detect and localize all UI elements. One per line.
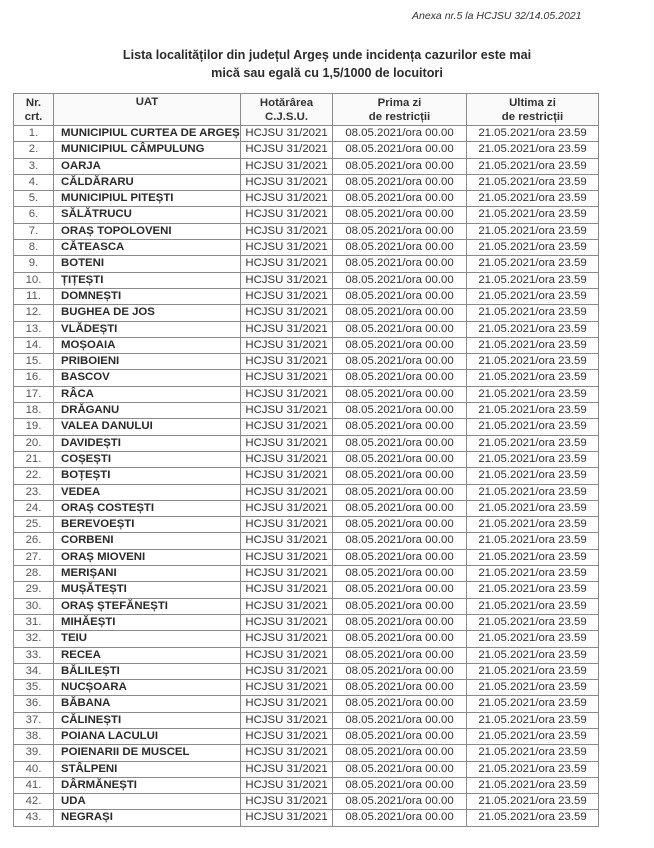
row-number: 38. [14, 728, 54, 744]
table-row [14, 647, 599, 663]
row-number: 26. [14, 533, 54, 549]
uat-name: MUNICIPIUL CURTEA DE ARGEȘ [54, 126, 241, 142]
row-number: 8. [14, 240, 54, 256]
hotarare-ref: HCJSU 31/2021 [241, 761, 333, 777]
hotarare-ref: HCJSU 31/2021 [241, 207, 333, 223]
table-row [14, 696, 599, 712]
table-row [14, 500, 599, 516]
hotarare-ref: HCJSU 31/2021 [241, 777, 333, 793]
first-restriction-day: 08.05.2021/ora 00.00 [333, 631, 467, 647]
uat-name: OARJA [54, 158, 241, 174]
first-restriction-day: 08.05.2021/ora 00.00 [333, 500, 467, 516]
last-restriction-day: 21.05.2021/ora 23.59 [467, 419, 599, 435]
uat-name: CORBENI [54, 533, 241, 549]
last-restriction-day: 21.05.2021/ora 23.59 [467, 191, 599, 207]
first-restriction-day: 08.05.2021/ora 00.00 [333, 174, 467, 190]
hotarare-ref: HCJSU 31/2021 [241, 517, 333, 533]
table-row [14, 745, 599, 761]
last-restriction-day: 21.05.2021/ora 23.59 [467, 631, 599, 647]
table-row [14, 794, 599, 810]
last-restriction-day: 21.05.2021/ora 23.59 [467, 598, 599, 614]
row-number: 21. [14, 451, 54, 467]
row-number: 24. [14, 500, 54, 516]
hotarare-ref: HCJSU 31/2021 [241, 435, 333, 451]
hotarare-ref: HCJSU 31/2021 [241, 712, 333, 728]
hotarare-ref: HCJSU 31/2021 [241, 631, 333, 647]
table-row [14, 288, 599, 304]
first-restriction-day: 08.05.2021/ora 00.00 [333, 680, 467, 696]
first-restriction-day: 08.05.2021/ora 00.00 [333, 598, 467, 614]
row-number: 17. [14, 386, 54, 402]
hotarare-ref: HCJSU 31/2021 [241, 614, 333, 630]
uat-name: RECEA [54, 647, 241, 663]
row-number: 4. [14, 174, 54, 190]
last-restriction-day: 21.05.2021/ora 23.59 [467, 614, 599, 630]
hotarare-ref: HCJSU 31/2021 [241, 696, 333, 712]
last-restriction-day: 21.05.2021/ora 23.59 [467, 321, 599, 337]
row-number: 27. [14, 549, 54, 565]
first-restriction-day: 08.05.2021/ora 00.00 [333, 614, 467, 630]
row-number: 18. [14, 403, 54, 419]
last-restriction-day: 21.05.2021/ora 23.59 [467, 337, 599, 353]
last-restriction-day: 21.05.2021/ora 23.59 [467, 761, 599, 777]
hotarare-ref: HCJSU 31/2021 [241, 582, 333, 598]
row-number: 40. [14, 761, 54, 777]
hotarare-ref: HCJSU 31/2021 [241, 566, 333, 582]
hotarare-ref: HCJSU 31/2021 [241, 533, 333, 549]
row-number: 29. [14, 582, 54, 598]
first-restriction-day: 08.05.2021/ora 00.00 [333, 272, 467, 288]
document-title [0, 46, 654, 82]
uat-name: VALEA DANULUI [54, 419, 241, 435]
uat-name: POIANA LACULUI [54, 728, 241, 744]
row-number: 2. [14, 142, 54, 158]
header-hotararea: Hotărârea C.J.S.U. [241, 94, 333, 126]
uat-name: TEIU [54, 631, 241, 647]
row-number: 1. [14, 126, 54, 142]
row-number: 43. [14, 810, 54, 826]
first-restriction-day: 08.05.2021/ora 00.00 [333, 533, 467, 549]
table-row [14, 631, 599, 647]
last-restriction-day: 21.05.2021/ora 23.59 [467, 305, 599, 321]
uat-name: BEREVOEȘTI [54, 517, 241, 533]
row-number: 32. [14, 631, 54, 647]
uat-name: DÂRMĂNEȘTI [54, 777, 241, 793]
first-restriction-day: 08.05.2021/ora 00.00 [333, 386, 467, 402]
first-restriction-day: 08.05.2021/ora 00.00 [333, 745, 467, 761]
last-restriction-day: 21.05.2021/ora 23.59 [467, 272, 599, 288]
table-row [14, 712, 599, 728]
first-restriction-day: 08.05.2021/ora 00.00 [333, 435, 467, 451]
uat-name: CĂLINEȘTI [54, 712, 241, 728]
hotarare-ref: HCJSU 31/2021 [241, 191, 333, 207]
row-number: 9. [14, 256, 54, 272]
last-restriction-day: 21.05.2021/ora 23.59 [467, 370, 599, 386]
uat-name: BUGHEA DE JOS [54, 305, 241, 321]
uat-name: POIENARII DE MUSCEL [54, 745, 241, 761]
last-restriction-day: 21.05.2021/ora 23.59 [467, 647, 599, 663]
table-row [14, 174, 599, 190]
first-restriction-day: 08.05.2021/ora 00.00 [333, 419, 467, 435]
uat-name: COȘEȘTI [54, 451, 241, 467]
row-number: 35. [14, 680, 54, 696]
last-restriction-day: 21.05.2021/ora 23.59 [467, 794, 599, 810]
hotarare-ref: HCJSU 31/2021 [241, 354, 333, 370]
table-row [14, 680, 599, 696]
last-restriction-day: 21.05.2021/ora 23.59 [467, 810, 599, 826]
hotarare-ref: HCJSU 31/2021 [241, 451, 333, 467]
row-number: 31. [14, 614, 54, 630]
hotarare-ref: HCJSU 31/2021 [241, 403, 333, 419]
row-number: 36. [14, 696, 54, 712]
uat-name: ORAȘ ȘTEFĂNEȘTI [54, 598, 241, 614]
row-number: 10. [14, 272, 54, 288]
first-restriction-day: 08.05.2021/ora 00.00 [333, 566, 467, 582]
last-restriction-day: 21.05.2021/ora 23.59 [467, 451, 599, 467]
uat-name: ORAȘ TOPOLOVENI [54, 223, 241, 239]
hotarare-ref: HCJSU 31/2021 [241, 647, 333, 663]
uat-name: CĂLDĂRARU [54, 174, 241, 190]
uat-name: VEDEA [54, 484, 241, 500]
row-number: 42. [14, 794, 54, 810]
last-restriction-day: 21.05.2021/ora 23.59 [467, 256, 599, 272]
uat-name: NEGRAȘI [54, 810, 241, 826]
uat-name: CĂTEASCA [54, 240, 241, 256]
first-restriction-day: 08.05.2021/ora 00.00 [333, 223, 467, 239]
hotarare-ref: HCJSU 31/2021 [241, 223, 333, 239]
last-restriction-day: 21.05.2021/ora 23.59 [467, 582, 599, 598]
first-restriction-day: 08.05.2021/ora 00.00 [333, 256, 467, 272]
last-restriction-day: 21.05.2021/ora 23.59 [467, 712, 599, 728]
last-restriction-day: 21.05.2021/ora 23.59 [467, 777, 599, 793]
table-header-row [14, 94, 599, 126]
first-restriction-day: 08.05.2021/ora 00.00 [333, 582, 467, 598]
last-restriction-day: 21.05.2021/ora 23.59 [467, 566, 599, 582]
table-row [14, 386, 599, 402]
uat-name: STÂLPENI [54, 761, 241, 777]
table-row [14, 582, 599, 598]
row-number: 20. [14, 435, 54, 451]
row-number: 7. [14, 223, 54, 239]
row-number: 30. [14, 598, 54, 614]
table-row [14, 566, 599, 582]
table-row [14, 598, 599, 614]
hotarare-ref: HCJSU 31/2021 [241, 370, 333, 386]
uat-name: DAVIDEȘTI [54, 435, 241, 451]
last-restriction-day: 21.05.2021/ora 23.59 [467, 517, 599, 533]
first-restriction-day: 08.05.2021/ora 00.00 [333, 191, 467, 207]
hotarare-ref: HCJSU 31/2021 [241, 680, 333, 696]
table-row [14, 777, 599, 793]
first-restriction-day: 08.05.2021/ora 00.00 [333, 321, 467, 337]
hotarare-ref: HCJSU 31/2021 [241, 126, 333, 142]
row-number: 5. [14, 191, 54, 207]
row-number: 22. [14, 468, 54, 484]
first-restriction-day: 08.05.2021/ora 00.00 [333, 777, 467, 793]
last-restriction-day: 21.05.2021/ora 23.59 [467, 223, 599, 239]
table-row [14, 663, 599, 679]
table-row [14, 126, 599, 142]
uat-name: MUNICIPIUL PITEȘTI [54, 191, 241, 207]
row-number: 15. [14, 354, 54, 370]
first-restriction-day: 08.05.2021/ora 00.00 [333, 337, 467, 353]
row-number: 16. [14, 370, 54, 386]
table-row [14, 549, 599, 565]
last-restriction-day: 21.05.2021/ora 23.59 [467, 680, 599, 696]
first-restriction-day: 08.05.2021/ora 00.00 [333, 468, 467, 484]
first-restriction-day: 08.05.2021/ora 00.00 [333, 517, 467, 533]
first-restriction-day: 08.05.2021/ora 00.00 [333, 728, 467, 744]
first-restriction-day: 08.05.2021/ora 00.00 [333, 142, 467, 158]
uat-name: PRIBOIENI [54, 354, 241, 370]
hotarare-ref: HCJSU 31/2021 [241, 419, 333, 435]
table-row [14, 191, 599, 207]
first-restriction-day: 08.05.2021/ora 00.00 [333, 549, 467, 565]
table-row [14, 354, 599, 370]
hotarare-ref: HCJSU 31/2021 [241, 745, 333, 761]
hotarare-ref: HCJSU 31/2021 [241, 810, 333, 826]
last-restriction-day: 21.05.2021/ora 23.59 [467, 403, 599, 419]
hotarare-ref: HCJSU 31/2021 [241, 598, 333, 614]
hotarare-ref: HCJSU 31/2021 [241, 158, 333, 174]
first-restriction-day: 08.05.2021/ora 00.00 [333, 761, 467, 777]
hotarare-ref: HCJSU 31/2021 [241, 728, 333, 744]
last-restriction-day: 21.05.2021/ora 23.59 [467, 142, 599, 158]
hotarare-ref: HCJSU 31/2021 [241, 549, 333, 565]
row-number: 25. [14, 517, 54, 533]
hotarare-ref: HCJSU 31/2021 [241, 794, 333, 810]
header-uat: UAT [54, 94, 241, 126]
row-number: 23. [14, 484, 54, 500]
uat-name: DOMNEȘTI [54, 288, 241, 304]
table-row [14, 614, 599, 630]
last-restriction-day: 21.05.2021/ora 23.59 [467, 663, 599, 679]
row-number: 41. [14, 777, 54, 793]
table-row [14, 810, 599, 826]
last-restriction-day: 21.05.2021/ora 23.59 [467, 745, 599, 761]
uat-name: MUNICIPIUL CÂMPULUNG [54, 142, 241, 158]
first-restriction-day: 08.05.2021/ora 00.00 [333, 126, 467, 142]
uat-name: RÂCA [54, 386, 241, 402]
table-row [14, 256, 599, 272]
uat-name: MOȘOAIA [54, 337, 241, 353]
hotarare-ref: HCJSU 31/2021 [241, 240, 333, 256]
hotarare-ref: HCJSU 31/2021 [241, 468, 333, 484]
table-row [14, 240, 599, 256]
row-number: 33. [14, 647, 54, 663]
table-row [14, 158, 599, 174]
table-body [14, 126, 599, 827]
first-restriction-day: 08.05.2021/ora 00.00 [333, 696, 467, 712]
last-restriction-day: 21.05.2021/ora 23.59 [467, 288, 599, 304]
first-restriction-day: 08.05.2021/ora 00.00 [333, 663, 467, 679]
uat-name: SĂLĂTRUCU [54, 207, 241, 223]
table-row [14, 207, 599, 223]
last-restriction-day: 21.05.2021/ora 23.59 [467, 126, 599, 142]
hotarare-ref: HCJSU 31/2021 [241, 386, 333, 402]
first-restriction-day: 08.05.2021/ora 00.00 [333, 240, 467, 256]
table-row [14, 419, 599, 435]
uat-name: BOȚEȘTI [54, 468, 241, 484]
last-restriction-day: 21.05.2021/ora 23.59 [467, 533, 599, 549]
last-restriction-day: 21.05.2021/ora 23.59 [467, 549, 599, 565]
uat-name: ORAȘ COSTEȘTI [54, 500, 241, 516]
table-row [14, 517, 599, 533]
table-row [14, 468, 599, 484]
last-restriction-day: 21.05.2021/ora 23.59 [467, 207, 599, 223]
hotarare-ref: HCJSU 31/2021 [241, 288, 333, 304]
table-row [14, 370, 599, 386]
table-row [14, 321, 599, 337]
last-restriction-day: 21.05.2021/ora 23.59 [467, 354, 599, 370]
title-line-2: mică sau egală cu 1,5/1000 de locuitori [211, 66, 443, 80]
uat-name: DRĂGANU [54, 403, 241, 419]
table-row [14, 761, 599, 777]
table-row [14, 728, 599, 744]
uat-name: BASCOV [54, 370, 241, 386]
first-restriction-day: 08.05.2021/ora 00.00 [333, 354, 467, 370]
hotarare-ref: HCJSU 31/2021 [241, 337, 333, 353]
row-number: 6. [14, 207, 54, 223]
last-restriction-day: 21.05.2021/ora 23.59 [467, 728, 599, 744]
table-row [14, 533, 599, 549]
hotarare-ref: HCJSU 31/2021 [241, 500, 333, 516]
first-restriction-day: 08.05.2021/ora 00.00 [333, 484, 467, 500]
last-restriction-day: 21.05.2021/ora 23.59 [467, 386, 599, 402]
uat-name: MUȘĂTEȘTI [54, 582, 241, 598]
uat-name: MERIȘANI [54, 566, 241, 582]
table-row [14, 223, 599, 239]
uat-name: BĂBANA [54, 696, 241, 712]
table-row [14, 305, 599, 321]
hotarare-ref: HCJSU 31/2021 [241, 663, 333, 679]
row-number: 12. [14, 305, 54, 321]
uat-name: ORAȘ MIOVENI [54, 549, 241, 565]
first-restriction-day: 08.05.2021/ora 00.00 [333, 403, 467, 419]
row-number: 13. [14, 321, 54, 337]
hotarare-ref: HCJSU 31/2021 [241, 321, 333, 337]
first-restriction-day: 08.05.2021/ora 00.00 [333, 370, 467, 386]
first-restriction-day: 08.05.2021/ora 00.00 [333, 305, 467, 321]
table-row [14, 451, 599, 467]
last-restriction-day: 21.05.2021/ora 23.59 [467, 696, 599, 712]
row-number: 34. [14, 663, 54, 679]
annex-reference: Anexa nr.5 la HCJSU 32/14.05.2021 [412, 10, 582, 22]
uat-name: UDA [54, 794, 241, 810]
title-line-1: Lista localităților din județul Argeș unde incidența cazurilor este mai [122, 48, 532, 62]
row-number: 37. [14, 712, 54, 728]
header-prima-zi: Prima zi de restricții [333, 94, 467, 126]
table-row [14, 272, 599, 288]
first-restriction-day: 08.05.2021/ora 00.00 [333, 451, 467, 467]
first-restriction-day: 08.05.2021/ora 00.00 [333, 207, 467, 223]
uat-name: MIHĂEȘTI [54, 614, 241, 630]
uat-name: VLĂDEȘTI [54, 321, 241, 337]
table-row [14, 337, 599, 353]
uat-name: ȚIȚEȘTI [54, 272, 241, 288]
first-restriction-day: 08.05.2021/ora 00.00 [333, 647, 467, 663]
last-restriction-day: 21.05.2021/ora 23.59 [467, 174, 599, 190]
localities-table [13, 93, 599, 827]
last-restriction-day: 21.05.2021/ora 23.59 [467, 158, 599, 174]
row-number: 14. [14, 337, 54, 353]
row-number: 19. [14, 419, 54, 435]
table-row [14, 435, 599, 451]
hotarare-ref: HCJSU 31/2021 [241, 174, 333, 190]
first-restriction-day: 08.05.2021/ora 00.00 [333, 810, 467, 826]
last-restriction-day: 21.05.2021/ora 23.59 [467, 500, 599, 516]
first-restriction-day: 08.05.2021/ora 00.00 [333, 158, 467, 174]
row-number: 39. [14, 745, 54, 761]
header-ultima-zi: Ultima zi de restricții [467, 94, 599, 126]
uat-name: BOTENI [54, 256, 241, 272]
hotarare-ref: HCJSU 31/2021 [241, 305, 333, 321]
hotarare-ref: HCJSU 31/2021 [241, 484, 333, 500]
header-nr: Nr. crt. [14, 94, 54, 126]
row-number: 11. [14, 288, 54, 304]
table-row [14, 142, 599, 158]
row-number: 28. [14, 566, 54, 582]
hotarare-ref: HCJSU 31/2021 [241, 272, 333, 288]
first-restriction-day: 08.05.2021/ora 00.00 [333, 712, 467, 728]
hotarare-ref: HCJSU 31/2021 [241, 142, 333, 158]
uat-name: NUCȘOARA [54, 680, 241, 696]
table-row [14, 484, 599, 500]
row-number: 3. [14, 158, 54, 174]
first-restriction-day: 08.05.2021/ora 00.00 [333, 794, 467, 810]
last-restriction-day: 21.05.2021/ora 23.59 [467, 435, 599, 451]
table-row [14, 403, 599, 419]
last-restriction-day: 21.05.2021/ora 23.59 [467, 484, 599, 500]
hotarare-ref: HCJSU 31/2021 [241, 256, 333, 272]
last-restriction-day: 21.05.2021/ora 23.59 [467, 240, 599, 256]
first-restriction-day: 08.05.2021/ora 00.00 [333, 288, 467, 304]
uat-name: BĂLILEȘTI [54, 663, 241, 679]
last-restriction-day: 21.05.2021/ora 23.59 [467, 468, 599, 484]
